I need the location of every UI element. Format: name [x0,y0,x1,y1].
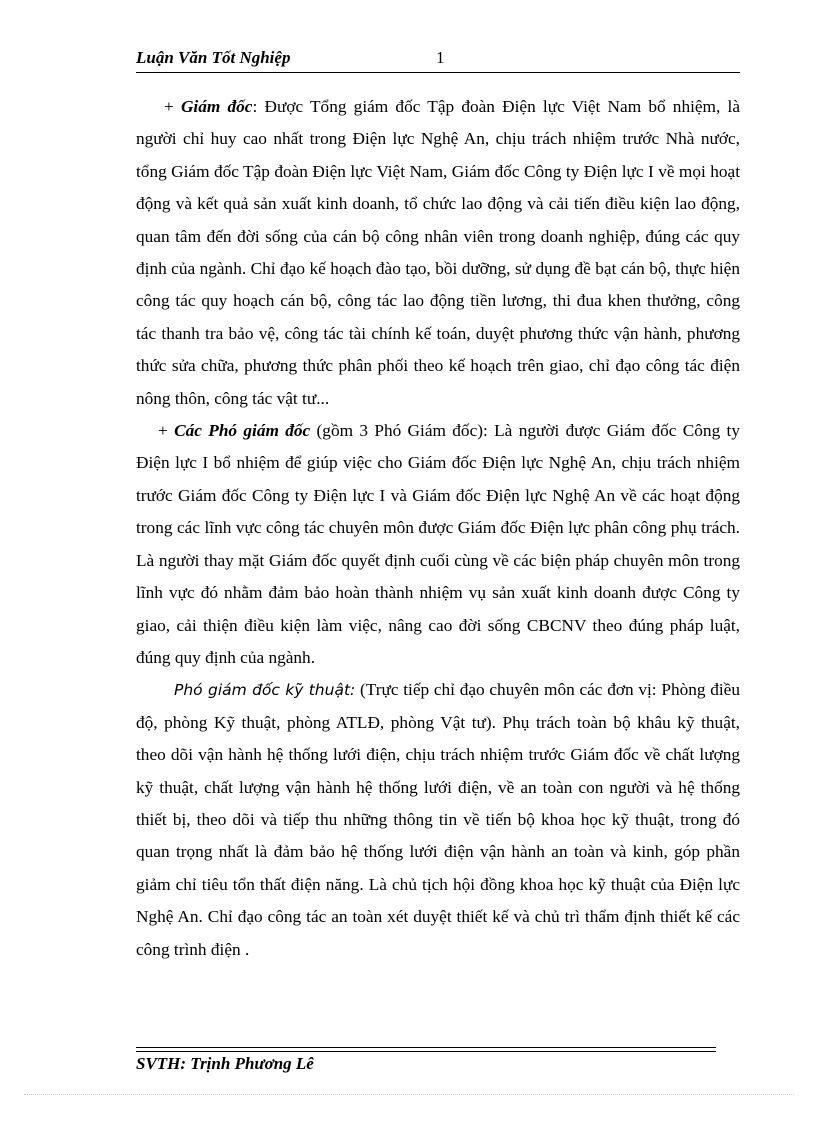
paragraph-text: (Trực tiếp chỉ đạo chuyên môn các đơn vị: Phòng điều độ, phòng Kỹ thuật, phòng ATLĐ, phòng Vật tư). Phụ trách toàn bộ khâu kỹ thuật, theo dõi vận hành hệ thống lưới điện, chịu trách nhiệm trước Giám đốc về chất lượng kỹ thuật, chất lượng vận hành hệ thống lưới điện, về an toàn con người và hệ thống thiết bị, theo dõi và tiếp thu những thông tin về tiến bộ khoa học kỹ thuật, trong đó quan trọng nhất là đảm bảo hệ thống lưới điện vận hành an toàn và kinh, góp phần giảm chỉ tiêu tổn thất điện năng. Là chủ tịch hội đồng khoa học kỹ thuật của Điện lực Nghệ An. Chỉ đạo công tác an toàn xét duyệt thiết kế và chủ trì thẩm định thiết kế các công trình điện . [136,680,740,959]
bullet-prefix: + [164,97,181,116]
paragraph-text: : Được Tổng giám đốc Tập đoàn Điện lực Việt Nam bổ nhiệm, là người chỉ huy cao nhất trong Điện lực Nghệ An, chịu trách nhiệm trước Nhà nước, tổng Giám đốc Tập đoàn Điện lực Việt Nam, Giám đốc Công ty Điện lực I về mọi hoạt động và kết quả sản xuất kinh doanh, tổ chức lao động và cải tiến điều kiện lao động, quan tâm đến đời sống của cán bộ công nhân viên trong doanh nghiệp, đúng các quy định của ngành. Chỉ đạo kế hoạch đào tạo, bồi dưỡng, sử dụng đề bạt cán bộ, thực hiện công tác quy hoạch cán bộ, công tác lao động tiền lương, thi đua khen thưởng, công tác thanh tra bảo vệ, công tác tài chính kế toán, duyệt phương thức vận hành, phương thức sửa chữa, phương thức phân phối theo kế hoạch trên giao, chỉ đạo công tác điện nông thôn, công tác vật tư... [136,97,740,408]
term-pho-giam-doc-ky-thuat: Phó giám đốc kỹ thuật: [174,681,356,700]
page-boundary [24,1094,794,1095]
footer-author: SVTH: Trịnh Phương Lê [136,1054,314,1073]
header-divider [136,72,740,73]
bullet-prefix: + [158,421,175,441]
document-body [136,91,740,966]
paragraph-pho-giam-doc [136,415,740,674]
footer-divider-secondary [136,1051,716,1052]
paragraph-text: (gồm 3 Phó Giám đốc): Là người được Giám đốc Công ty Điện lực I bổ nhiệm để giúp việc cho Giám đốc Điện lực Nghệ An, chịu trách nhiệm trước Giám đốc Công ty Điện lực I và Giám đốc Điện lực Nghệ An về các hoạt động trong các lĩnh vực công tác chuyên môn được Giám đốc Điện lực phân công phụ trách. Là người thay mặt Giám đốc quyết định cuối cùng về các biện pháp chuyên môn trong lĩnh vực đó nhằm đảm bảo hoàn thành nhiệm vụ sản xuất kinh doanh được Công ty giao, cải thiện điều kiện làm việc, nâng cao đời sống CBCNV theo đúng pháp luật, đúng quy định của ngành. [136,421,740,667]
footer-divider [136,1047,716,1048]
term-pho-giam-doc: Các Phó giám đốc [174,421,311,441]
term-giam-doc: Giám đốc [180,97,253,116]
page-number: 1 [436,48,445,67]
paragraph-pho-giam-doc-ky-thuat [136,674,740,966]
page-header [136,48,740,72]
paragraph-giam-doc [136,91,740,415]
header-title: Luận Văn Tốt Nghiệp [136,48,291,67]
